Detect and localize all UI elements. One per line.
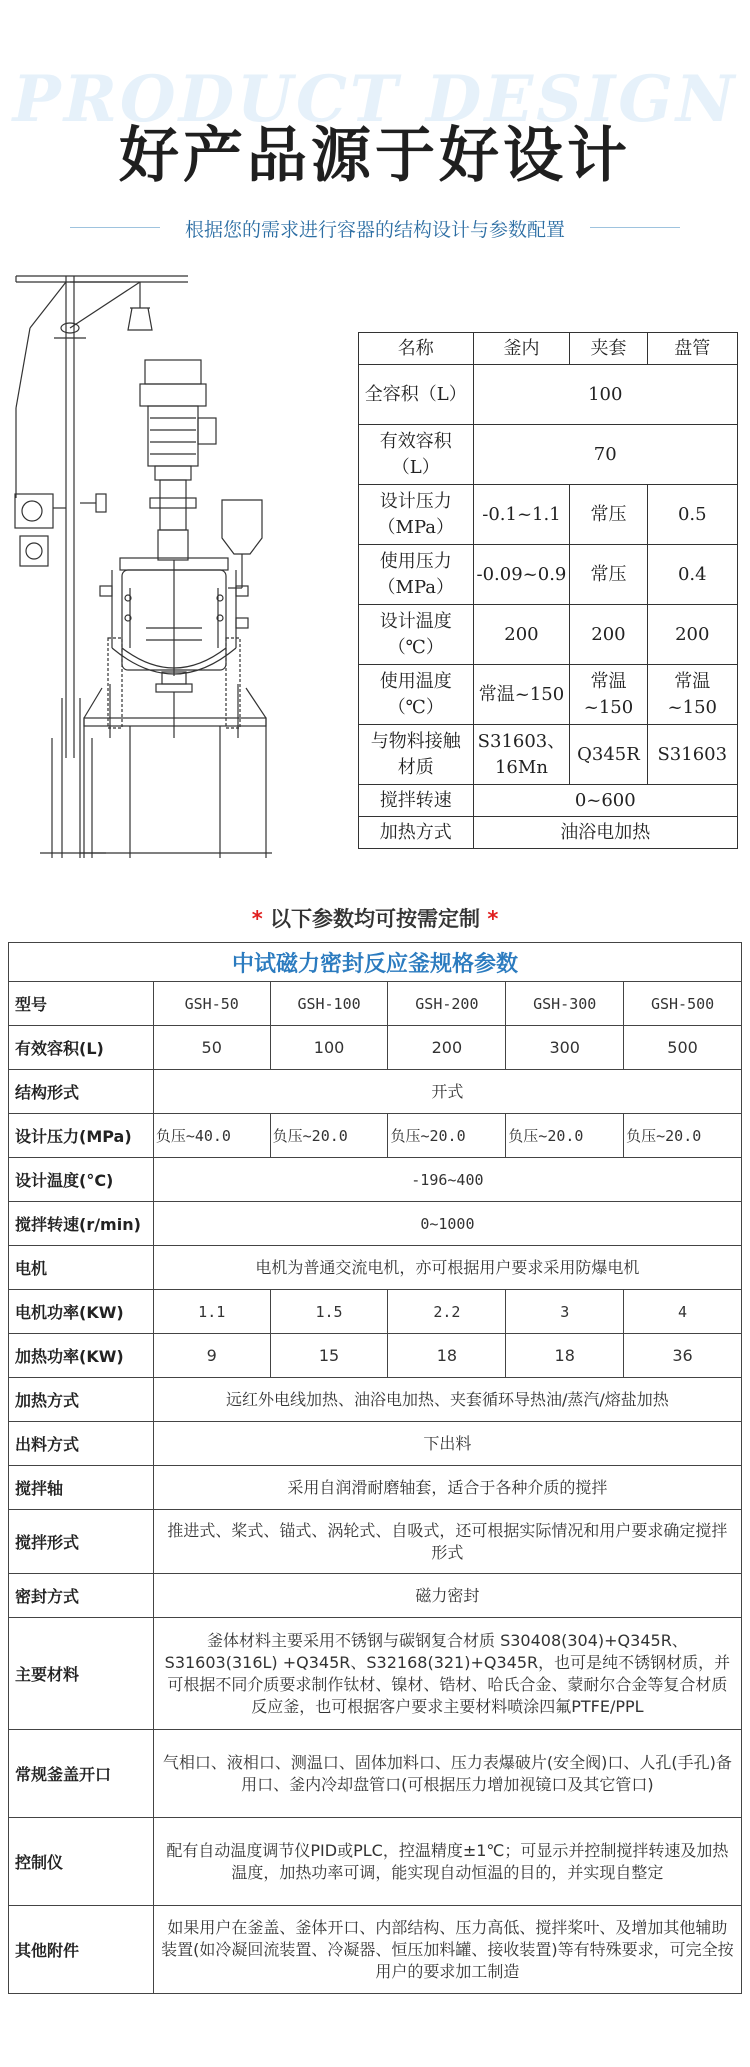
spec-table-title: 中试磁力密封反应釜规格参数 — [9, 943, 742, 982]
row-label-discharge: 出料方式 — [9, 1422, 154, 1466]
row-label-shaft: 搅拌轴 — [9, 1466, 154, 1510]
specs-cell: 常压 — [570, 545, 647, 605]
heat-method-value: 远红外电线加热、油浴电加热、夹套循环导热油/蒸汽/熔盐加热 — [153, 1378, 741, 1422]
volume-cell: 300 — [506, 1026, 624, 1070]
pressure-cell: 负压~20.0 — [506, 1114, 624, 1158]
specs-cell: 200 — [473, 605, 570, 665]
pressure-cell: 负压~20.0 — [270, 1114, 388, 1158]
model-cell: GSH-100 — [270, 982, 388, 1026]
note-text: 以下参数均可按需定制 — [262, 907, 488, 931]
volume-cell: 200 — [388, 1026, 506, 1070]
row-label-lid-openings: 常规釜盖开口 — [9, 1730, 154, 1818]
specs-row-name: 与物料接触材质 — [359, 725, 474, 785]
pressure-cell: 负压~20.0 — [388, 1114, 506, 1158]
model-cell: GSH-200 — [388, 982, 506, 1026]
controller-value: 配有自动温度调节仪PID或PLC，控温精度±1℃；可显示并控制搅拌转速及加热温度，加热功率可调，能实现自动恒温的目的，并实现自整定 — [153, 1818, 741, 1906]
row-label-heat-power: 加热功率(KW) — [9, 1334, 154, 1378]
note-star-right: * — [487, 907, 499, 931]
shaft-value: 采用自润滑耐磨轴套，适合于各种介质的搅拌 — [153, 1466, 741, 1510]
row-label-seal: 密封方式 — [9, 1574, 154, 1618]
row-label-pressure: 设计压力(MPa) — [9, 1114, 154, 1158]
temperature-value: -196~400 — [153, 1158, 741, 1202]
row-label-volume: 有效容积(L) — [9, 1026, 154, 1070]
specs-cell: 0.4 — [647, 545, 737, 605]
specs-cell: -0.1~1.1 — [473, 485, 570, 545]
lid-openings-value: 气相口、液相口、测温口、固体加料口、压力表爆破片(安全阀)口、人孔(手孔)备用口、釜内冷却盘管口(可根据压力增加视镜口及其它管口) — [153, 1730, 741, 1818]
specs-row-name: 设计压力（MPa） — [359, 485, 474, 545]
row-label-stir-form: 搅拌形式 — [9, 1510, 154, 1574]
specs-cell: 常温~150 — [570, 665, 647, 725]
row-label-material: 主要材料 — [9, 1618, 154, 1730]
row-label-motor-power: 电机功率(KW) — [9, 1290, 154, 1334]
specs-row-name: 加热方式 — [359, 817, 474, 849]
specs-row-value: 油浴电加热 — [473, 817, 737, 849]
volume-cell: 50 — [153, 1026, 270, 1070]
other-value: 如果用户在釜盖、釜体开口、内部结构、压力高低、搅拌桨叶、及增加其他辅助装置(如冷凝回流装置、冷凝器、恒压加料罐、接收装置)等有特殊要求，可完全按用户的要求加工制造 — [153, 1906, 741, 1994]
specs-cell: 常压 — [570, 485, 647, 545]
specs-row-name: 使用压力（MPa） — [359, 545, 474, 605]
specs-row-name: 全容积（L） — [359, 365, 474, 425]
structure-value: 开式 — [153, 1070, 741, 1114]
specs-row-value: 100 — [473, 365, 737, 425]
heat-power-cell: 9 — [153, 1334, 270, 1378]
model-cell: GSH-300 — [506, 982, 624, 1026]
row-label-model: 型号 — [9, 982, 154, 1026]
specs-header-name: 名称 — [359, 333, 474, 365]
motor-power-cell: 1.5 — [270, 1290, 388, 1334]
specs-cell: 0.5 — [647, 485, 737, 545]
heat-power-cell: 15 — [270, 1334, 388, 1378]
row-label-controller: 控制仪 — [9, 1818, 154, 1906]
specs-row-value: 70 — [473, 425, 737, 485]
specs-header-jacket: 夹套 — [570, 333, 647, 365]
customization-note — [0, 903, 750, 933]
page-title: 好产品源于好设计 — [119, 121, 631, 191]
motor-power-cell: 3 — [506, 1290, 624, 1334]
specs-cell: 200 — [647, 605, 737, 665]
specs-cell: 200 — [570, 605, 647, 665]
specs-row-value: 0~600 — [473, 785, 737, 817]
specs-cell: -0.09~0.9 — [473, 545, 570, 605]
specs-cell: 常温~150 — [647, 665, 737, 725]
pressure-cell: 负压~20.0 — [624, 1114, 742, 1158]
specs-cell: S31603 — [647, 725, 737, 785]
volume-cell: 500 — [624, 1026, 742, 1070]
specs-header-kettle: 釜内 — [473, 333, 570, 365]
motor-power-cell: 4 — [624, 1290, 742, 1334]
stir-form-value: 推进式、桨式、锚式、涡轮式、自吸式，还可根据实际情况和用户要求确定搅拌形式 — [153, 1510, 741, 1574]
model-cell: GSH-50 — [153, 982, 270, 1026]
heat-power-cell: 18 — [506, 1334, 624, 1378]
reactor-technical-drawing — [10, 268, 356, 858]
motor-power-cell: 2.2 — [388, 1290, 506, 1334]
model-spec-table — [8, 942, 742, 1994]
specs-header-coil: 盘管 — [647, 333, 737, 365]
motor-value: 电机为普通交流电机，亦可根据用户要求采用防爆电机 — [153, 1246, 741, 1290]
discharge-value: 下出料 — [153, 1422, 741, 1466]
heat-power-cell: 18 — [388, 1334, 506, 1378]
volume-cell: 100 — [270, 1026, 388, 1070]
specs-cell: 常温~150 — [473, 665, 570, 725]
page-subtitle: 根据您的需求进行容器的结构设计与参数配置 — [184, 219, 565, 241]
specs-row-name: 有效容积（L） — [359, 425, 474, 485]
motor-power-cell: 1.1 — [153, 1290, 270, 1334]
row-label-motor: 电机 — [9, 1246, 154, 1290]
heat-power-cell: 36 — [624, 1334, 742, 1378]
specs-cell: S31603、16Mn — [473, 725, 570, 785]
pressure-cell: 负压~40.0 — [153, 1114, 270, 1158]
row-label-structure: 结构形式 — [9, 1070, 154, 1114]
specs-row-name: 使用温度（℃） — [359, 665, 474, 725]
material-value: 釜体材料主要采用不锈钢与碳钢复合材质 S30408(304)+Q345R、S31603(316L) +Q345R、S32168(321)+Q345R，也可是纯不锈钢材质，并可根据不同介质要求制作钛材、镍材、锆材、哈氏合金、蒙耐尔合金等复合材质反应釜，也可根据客户要求主要材料喷涂四氟PTFE/PPL — [153, 1618, 741, 1730]
subtitle-line-right — [590, 227, 680, 228]
row-label-temperature: 设计温度(°C) — [9, 1158, 154, 1202]
seal-value: 磁力密封 — [153, 1574, 741, 1618]
row-label-other: 其他附件 — [9, 1906, 154, 1994]
specs-row-name: 搅拌转速 — [359, 785, 474, 817]
speed-value: 0~1000 — [153, 1202, 741, 1246]
row-label-speed: 搅拌转速(r/min) — [9, 1202, 154, 1246]
model-cell: GSH-500 — [624, 982, 742, 1026]
note-star-left: * — [251, 907, 263, 931]
watermark-text: PRODUCT DESIGN — [12, 62, 738, 137]
specs-cell: Q345R — [570, 725, 647, 785]
row-label-heat-method: 加热方式 — [9, 1378, 154, 1422]
vessel-spec-table — [358, 332, 738, 849]
specs-row-name: 设计温度（℃） — [359, 605, 474, 665]
